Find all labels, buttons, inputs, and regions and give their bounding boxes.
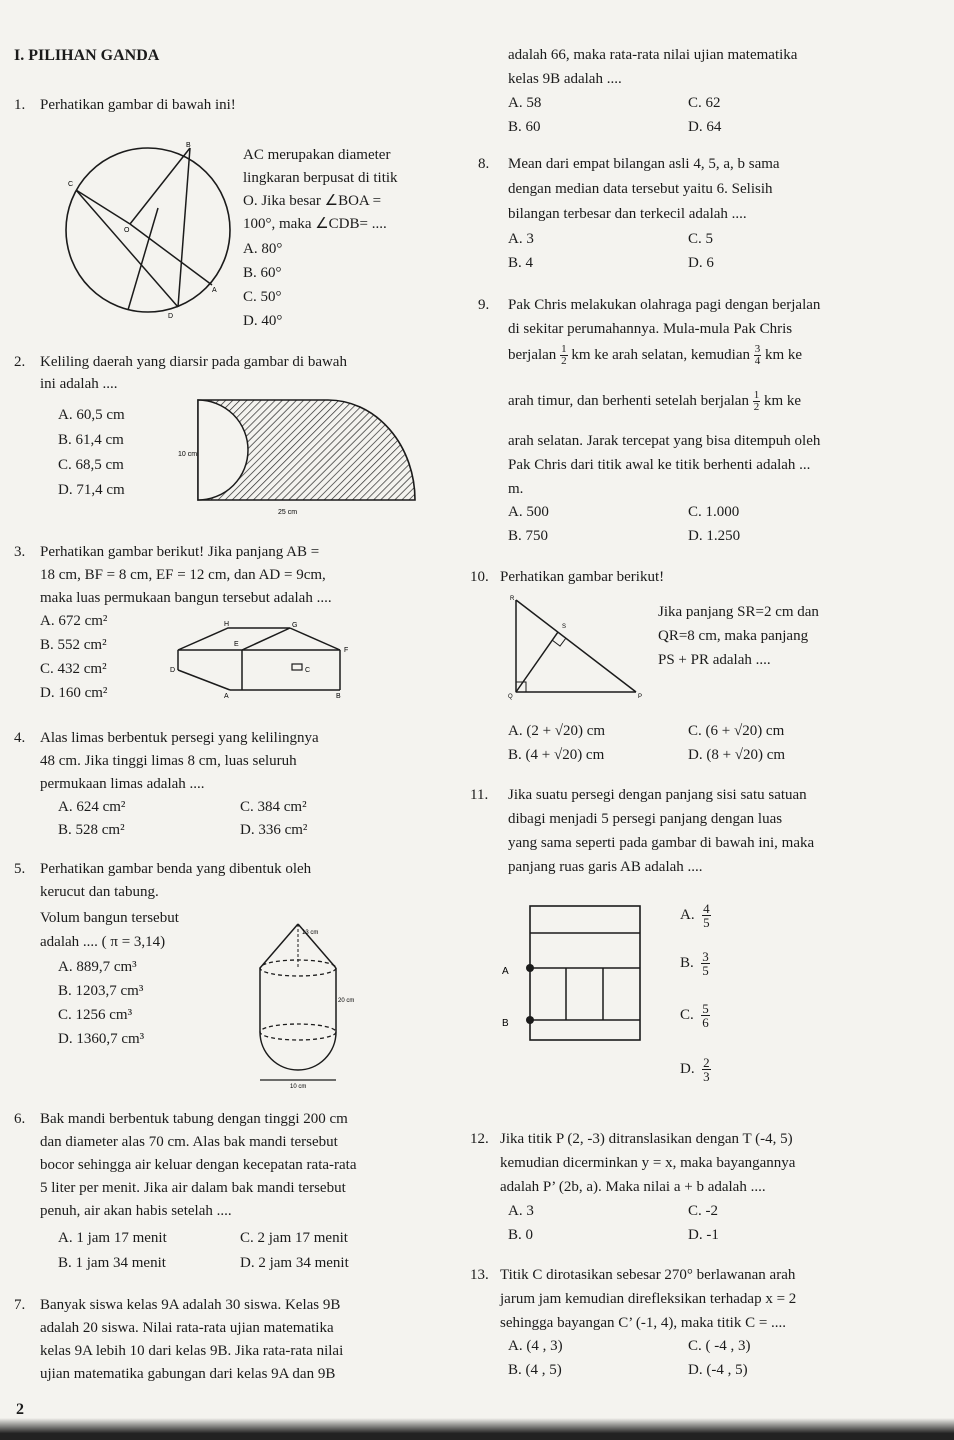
- q8-text-1: Mean dari empat bilangan asli 4, 5, a, b sama: [508, 156, 780, 172]
- q12-option-a[interactable]: A. 3: [508, 1203, 534, 1219]
- q9-fraction-1: $\frac{1}{2}$: [561, 343, 567, 367]
- q9-option-a[interactable]: A. 500: [508, 504, 549, 520]
- q10-label-s: S: [562, 624, 567, 630]
- q11-number: 11.: [470, 787, 489, 803]
- q10-desc-1: Jika panjang SR=2 cm dan: [658, 604, 819, 620]
- q3-option-c[interactable]: C. 432 cm²: [40, 661, 107, 677]
- q5-dim-diam: 10 cm: [290, 1084, 307, 1090]
- q4-text-2: 48 cm. Jika tinggi limas 8 cm, luas seluruh: [40, 753, 297, 769]
- q9-part-5: km ke: [763, 392, 802, 409]
- q1-option-d[interactable]: D. 40°: [243, 313, 283, 329]
- q6-option-a[interactable]: A. 1 jam 17 menit: [58, 1230, 167, 1246]
- q4-option-b[interactable]: B. 528 cm²: [58, 822, 125, 838]
- q7-option-c[interactable]: C. 62: [688, 95, 721, 111]
- q8-option-b[interactable]: B. 4: [508, 255, 534, 271]
- q11-text-4: panjang ruas garis AB adalah ....: [508, 859, 703, 875]
- q5-text-1: Perhatikan gambar benda yang dibentuk oleh: [40, 861, 312, 877]
- page-number: 2: [16, 1401, 24, 1418]
- q1-desc-1: AC merupakan diameter: [243, 147, 391, 163]
- q11-label-b: B: [502, 1018, 509, 1029]
- q9-option-b[interactable]: B. 750: [508, 528, 549, 544]
- q12-text-1: Jika titik P (2, -3) ditranslasikan dengan T (-4, 5): [500, 1131, 793, 1147]
- q11-text-1: Jika suatu persegi dengan panjang sisi satu satuan: [508, 787, 807, 803]
- q7-cont-1: adalah 66, maka rata-rata nilai ujian matematika: [508, 47, 798, 63]
- q5-option-a[interactable]: A. 889,7 cm³: [58, 959, 137, 975]
- q1-label-d: D: [168, 313, 174, 320]
- q3-label-a: A: [224, 693, 229, 698]
- q10-desc-3: PS + PR adalah ....: [658, 652, 771, 668]
- q7-text-4: ujian matematika gabungan dari kelas 9A dan 9B: [40, 1366, 336, 1382]
- q7-text-1: Banyak siswa kelas 9A adalah 30 siswa. Kelas 9B: [40, 1297, 341, 1313]
- q5-desc-1: Volum bangun tersebut: [40, 910, 179, 926]
- q3-label-e: E: [234, 641, 239, 648]
- q1-label-c: C: [68, 181, 74, 188]
- q2-option-a[interactable]: A. 60,5 cm: [58, 407, 125, 423]
- q10-triangle-figure: [508, 594, 648, 704]
- q6-text-4: 5 liter per menit. Jika air dalam bak mandi tersebut: [40, 1180, 346, 1196]
- q10-option-c[interactable]: C. (6 + √20) cm: [688, 723, 785, 739]
- q9-text-4: [508, 390, 801, 413]
- q5-option-b[interactable]: B. 1203,7 cm³: [58, 983, 144, 999]
- q8-option-c[interactable]: C. 5: [688, 231, 714, 247]
- q10-text: Perhatikan gambar berikut!: [500, 569, 665, 585]
- q1-label-o: O: [124, 227, 130, 234]
- q8-option-a[interactable]: A. 3: [508, 231, 534, 247]
- q4-option-d[interactable]: D. 336 cm²: [240, 822, 308, 838]
- q2-text-2: ini adalah ....: [40, 376, 118, 392]
- q1-label-b: B: [186, 142, 191, 149]
- q11-text-3: yang sama seperti pada gambar di bawah ini, maka: [508, 835, 815, 851]
- q1-option-c[interactable]: C. 50°: [243, 289, 282, 305]
- q11-square-figure: [500, 898, 650, 1048]
- q13-text-3: sehingga bayangan C’ (-1, 4), maka titik C = ....: [500, 1315, 787, 1331]
- q8-number: 8.: [478, 156, 490, 172]
- q8-option-d[interactable]: D. 6: [688, 255, 714, 271]
- q12-text-2: kemudian dicerminkan y = x, maka bayangannya: [500, 1155, 796, 1171]
- q3-text-3: maka luas permukaan bangun tersebut adalah ....: [40, 590, 332, 606]
- q11-option-d[interactable]: D. $\frac{2}{3}$: [680, 1055, 710, 1084]
- q6-option-c[interactable]: C. 2 jam 17 menit: [240, 1230, 348, 1246]
- q6-text-3: bocor sehingga air keluar dengan kecepatan rata-rata: [40, 1157, 357, 1173]
- page-bottom-edge: [0, 1418, 954, 1440]
- q5-desc-2: adalah .... ( π = 3,14): [40, 934, 166, 950]
- q9-part-4: arah timur, dan berhenti setelah berjalan: [508, 392, 749, 409]
- q13-option-a[interactable]: A. (4 , 3): [508, 1338, 563, 1354]
- q3-prism-figure: [170, 620, 370, 698]
- q5-text-2: kerucut dan tabung.: [40, 884, 159, 900]
- q11-option-a[interactable]: A. $\frac{4}{5}$: [680, 901, 710, 930]
- q10-option-b[interactable]: B. (4 + √20) cm: [508, 747, 605, 763]
- q9-text-3: [508, 344, 802, 367]
- q1-desc-4: 100°, maka ∠CDB= ....: [243, 216, 387, 232]
- q10-label-r: R: [510, 596, 515, 602]
- q9-fraction-2: $\frac{3}{4}$: [754, 343, 761, 367]
- q10-desc-2: QR=8 cm, maka panjang: [658, 628, 809, 644]
- q12-option-b[interactable]: B. 0: [508, 1227, 534, 1243]
- q9-text-5: arah selatan. Jarak tercepat yang bisa ditempuh oleh: [508, 433, 821, 449]
- q4-number: 4.: [14, 730, 26, 746]
- q5-dim-cone: 13 cm: [302, 930, 319, 936]
- q8-text-3: bilangan terbesar dan terkecil adalah ....: [508, 206, 747, 222]
- q11-option-b[interactable]: B. $\frac{3}{5}$: [680, 949, 709, 978]
- q2-option-c[interactable]: C. 68,5 cm: [58, 457, 124, 473]
- q13-option-c[interactable]: C. ( -4 , 3): [688, 1338, 751, 1354]
- q13-option-d[interactable]: D. (-4 , 5): [688, 1362, 748, 1378]
- q7-option-a[interactable]: A. 58: [508, 95, 542, 111]
- q9-text-2: di sekitar perumahannya. Mula-mula Pak Chris: [508, 321, 793, 337]
- q9-part-2: km ke arah selatan, kemudian: [571, 346, 750, 363]
- q11-label-a: A: [502, 966, 509, 977]
- q6-number: 6.: [14, 1111, 26, 1127]
- q9-number: 9.: [478, 297, 490, 313]
- q3-text-2: 18 cm, BF = 8 cm, EF = 12 cm, dan AD = 9cm,: [40, 567, 326, 583]
- q11-text-2: dibagi menjadi 5 persegi panjang dengan luas: [508, 811, 783, 827]
- q3-label-g: G: [292, 622, 298, 629]
- q12-number: 12.: [470, 1131, 489, 1147]
- q12-option-c[interactable]: C. -2: [688, 1203, 718, 1219]
- q9-text-1: Pak Chris melakukan olahraga pagi dengan berjalan: [508, 297, 821, 313]
- q10-option-d[interactable]: D. (8 + √20) cm: [688, 747, 786, 763]
- q7-number: 7.: [14, 1297, 26, 1313]
- q12-option-d[interactable]: D. -1: [688, 1227, 719, 1243]
- q4-option-a[interactable]: A. 624 cm²: [58, 799, 126, 815]
- q12-text-3: adalah P’ (2b, a). Maka nilai a + b adalah ....: [500, 1179, 766, 1195]
- q11-option-c[interactable]: C. $\frac{5}{6}$: [680, 1001, 709, 1030]
- q10-option-a[interactable]: A. (2 + √20) cm: [508, 723, 606, 739]
- q7-cont-2: kelas 9B adalah ....: [508, 71, 622, 87]
- q4-text-3: permukaan limas adalah ....: [40, 776, 205, 792]
- q1-circle-figure: [40, 142, 240, 322]
- q2-shaded-figure: [178, 398, 418, 518]
- q1-option-a[interactable]: A. 80°: [243, 241, 283, 257]
- q9-text-7: m.: [508, 481, 524, 497]
- q4-text-1: Alas limas berbentuk persegi yang kelilingnya: [40, 730, 319, 746]
- q5-number: 5.: [14, 861, 26, 877]
- q2-text-1: Keliling daerah yang diarsir pada gambar di bawah: [40, 354, 347, 370]
- q3-label-h: H: [224, 621, 230, 628]
- q3-option-d[interactable]: D. 160 cm²: [40, 685, 108, 701]
- q2-option-d[interactable]: D. 71,4 cm: [58, 482, 125, 498]
- q7-text-2: adalah 20 siswa. Nilai rata-rata ujian matematika: [40, 1320, 334, 1336]
- q3-label-d: D: [170, 667, 176, 674]
- q1-number: 1.: [14, 97, 26, 113]
- q10-label-p: P: [638, 694, 643, 700]
- q5-option-d[interactable]: D. 1360,7 cm³: [58, 1031, 145, 1047]
- q2-option-b[interactable]: B. 61,4 cm: [58, 432, 124, 448]
- q8-text-2: dengan median data tersebut yaitu 6. Selisih: [508, 181, 773, 197]
- q1-option-b[interactable]: B. 60°: [243, 265, 282, 281]
- q3-label-f: F: [344, 647, 349, 654]
- q13-text-1: Titik C dirotasikan sebesar 270° berlawanan arah: [500, 1267, 796, 1283]
- q4-option-c[interactable]: C. 384 cm²: [240, 799, 307, 815]
- q1-text: Perhatikan gambar di bawah ini!: [40, 97, 236, 113]
- q6-option-d[interactable]: D. 2 jam 34 menit: [240, 1255, 349, 1271]
- q3-number: 3.: [14, 544, 26, 560]
- q5-cone-tube-figure: [250, 920, 360, 1090]
- q3-option-b[interactable]: B. 552 cm²: [40, 637, 107, 653]
- q9-option-d[interactable]: D. 1.250: [688, 528, 741, 544]
- q2-dim-side: 10 cm: [178, 451, 198, 458]
- q3-label-b: B: [336, 693, 341, 698]
- q9-option-c[interactable]: C. 1.000: [688, 504, 740, 520]
- q10-number: 10.: [470, 569, 489, 585]
- q1-label-a: A: [212, 287, 217, 294]
- q7-option-d[interactable]: D. 64: [688, 119, 722, 135]
- q13-option-b[interactable]: B. (4 , 5): [508, 1362, 562, 1378]
- section-title: I. PILIHAN GANDA: [14, 47, 160, 64]
- q3-option-a[interactable]: A. 672 cm²: [40, 613, 108, 629]
- q1-desc-2: lingkaran berpusat di titik: [243, 170, 398, 186]
- q13-number: 13.: [470, 1267, 489, 1283]
- q7-option-b[interactable]: B. 60: [508, 119, 541, 135]
- q3-text-1: Perhatikan gambar berikut! Jika panjang AB =: [40, 544, 320, 560]
- q5-option-c[interactable]: C. 1256 cm³: [58, 1007, 133, 1023]
- q9-text-6: Pak Chris dari titik awal ke titik berhenti adalah ...: [508, 457, 811, 473]
- q6-option-b[interactable]: B. 1 jam 34 menit: [58, 1255, 166, 1271]
- q6-text-2: dan diameter alas 70 cm. Alas bak mandi tersebut: [40, 1134, 338, 1150]
- q3-label-c: C: [305, 667, 311, 674]
- q9-fraction-3: $\frac{1}{2}$: [753, 389, 760, 413]
- q6-text-1: Bak mandi berbentuk tabung dengan tinggi 200 cm: [40, 1111, 348, 1127]
- q2-dim-bottom: 25 cm: [278, 509, 298, 516]
- q5-dim-tube: 20 cm: [338, 998, 355, 1004]
- q13-text-2: jarum jam kemudian direfleksikan terhadap x = 2: [500, 1291, 797, 1307]
- q1-desc-3: O. Jika besar ∠BOA =: [243, 193, 382, 209]
- q9-part-1: berjalan: [508, 346, 557, 363]
- q6-text-5: penuh, air akan habis setelah ....: [40, 1203, 232, 1219]
- q10-label-q: Q: [508, 694, 513, 700]
- q9-part-3: km ke: [765, 346, 803, 363]
- q7-text-3: kelas 9A lebih 10 dari kelas 9B. Jika rata-rata nilai: [40, 1343, 344, 1359]
- q2-number: 2.: [14, 354, 26, 370]
